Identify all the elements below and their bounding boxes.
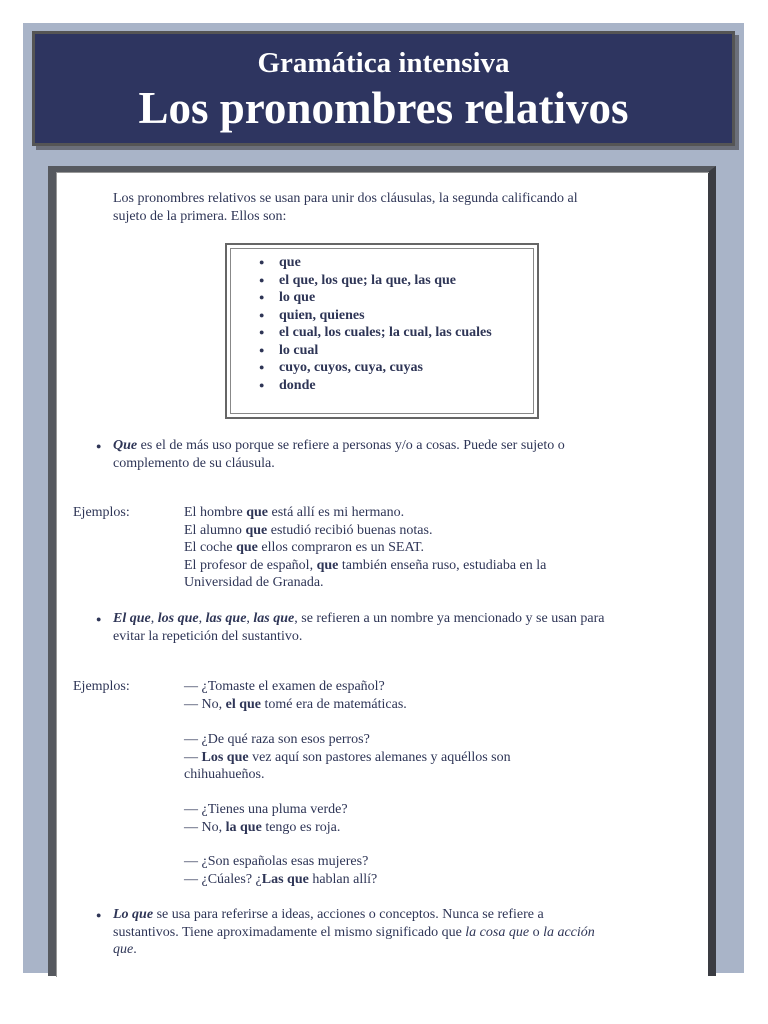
pronoun-item: ● el cual, los cuales; la cual, las cuales [259,324,492,342]
section-el-que-paragraph [113,610,703,645]
pronoun-list-box [225,243,539,419]
section-lo-que-line: sustantivos. Tiene aproximadamente el mismo significado que la cosa que o la acción [113,924,595,940]
bullet-icon: ● [96,910,102,920]
dialogue-line: — ¿De qué raza son esos perros? [184,732,370,747]
header-banner [32,31,735,146]
examples-el-que [184,678,644,713]
dialogue-line: — No, la que tengo es roja. [184,819,341,835]
intro-line: sujeto de la primera. Ellos son: [113,208,287,224]
section-el-que-text: , se refieren a un nombre ya mencionado y se usan para [294,611,605,626]
dialogue-line: chihuahueños. [184,767,265,782]
term-las-que: las que [205,611,247,626]
section-que-paragraph [113,437,693,472]
term-las-que-2: las que [253,611,295,626]
pronoun-list [259,254,492,394]
dialogue-line: — Los que vez aquí son pastores alemanes y aquéllos son [184,749,511,765]
dialogue-line: — ¿Son españolas esas mujeres? [184,854,369,869]
pronoun-item: ● lo cual [259,342,492,360]
term-que: Que [113,438,138,453]
examples-las-que [184,853,644,888]
header-subtitle: Gramática intensiva [257,47,510,79]
term-el-que: El que [113,611,151,626]
example-line: El alumno que estudió recibió buenas notas. [184,522,433,538]
examples-los-que [184,731,644,784]
section-el-que-line: evitar la repetición del sustantivo. [113,628,303,644]
dialogue-line: — No, el que tomé era de matemáticas. [184,696,407,712]
section-que-line [113,437,693,455]
examples-que [184,504,644,592]
section-lo-que-paragraph [113,906,703,959]
section-el-que-line: El que, los que, las que, las que, se refieren a un nombre ya mencionado y se usan para [113,611,605,626]
example-line: El coche que ellos compraron es un SEAT. [184,540,425,555]
dialogue-line: — ¿Tomaste el examen de español? [184,679,385,694]
intro-paragraph [113,190,673,225]
example-line: El hombre que está allí es mi hermano. [184,505,405,520]
examples-la-que [184,801,644,836]
dialogue-line: — ¿Cúales? ¿Las que hablan allí? [184,871,378,887]
examples-label: Ejemplos: [73,679,130,694]
pronoun-item: ● donde [259,377,492,395]
dialogue-line: — ¿Tienes una pluma verde? [184,802,348,817]
section-que-line: complemento de su cláusula. [113,455,275,471]
section-lo-que-text: se usa para referirse a ideas, acciones o conceptos. Nunca se refiere a [153,907,544,922]
section-lo-que-line: que. [113,942,137,957]
intro-line: Los pronombres relativos se usan para unir dos cláusulas, la segunda calificando al [113,191,578,206]
examples-label: Ejemplos: [73,505,130,520]
section-que-text: es el de más uso porque se refiere a personas y/o a cosas. Puede ser sujeto o [137,438,565,453]
pronoun-item: ● lo que [259,289,492,307]
pronoun-item: ● el que, los que; la que, las que [259,272,492,290]
bullet-icon: ● [96,441,102,451]
pronoun-item: ● quien, quienes [259,307,492,325]
example-line: Universidad de Granada. [184,575,324,590]
section-lo-que-line [113,906,703,924]
pronoun-item: ● que [259,254,492,272]
example-line: El profesor de español, que también enseña ruso, estudiaba en la [184,557,547,573]
term-los-que: los que [157,611,199,626]
page-title: Los pronombres relativos [138,83,629,133]
bullet-icon: ● [96,614,102,624]
pronoun-item: ● cuyo, cuyos, cuya, cuyas [259,359,492,377]
term-lo-que: Lo que [113,907,154,922]
